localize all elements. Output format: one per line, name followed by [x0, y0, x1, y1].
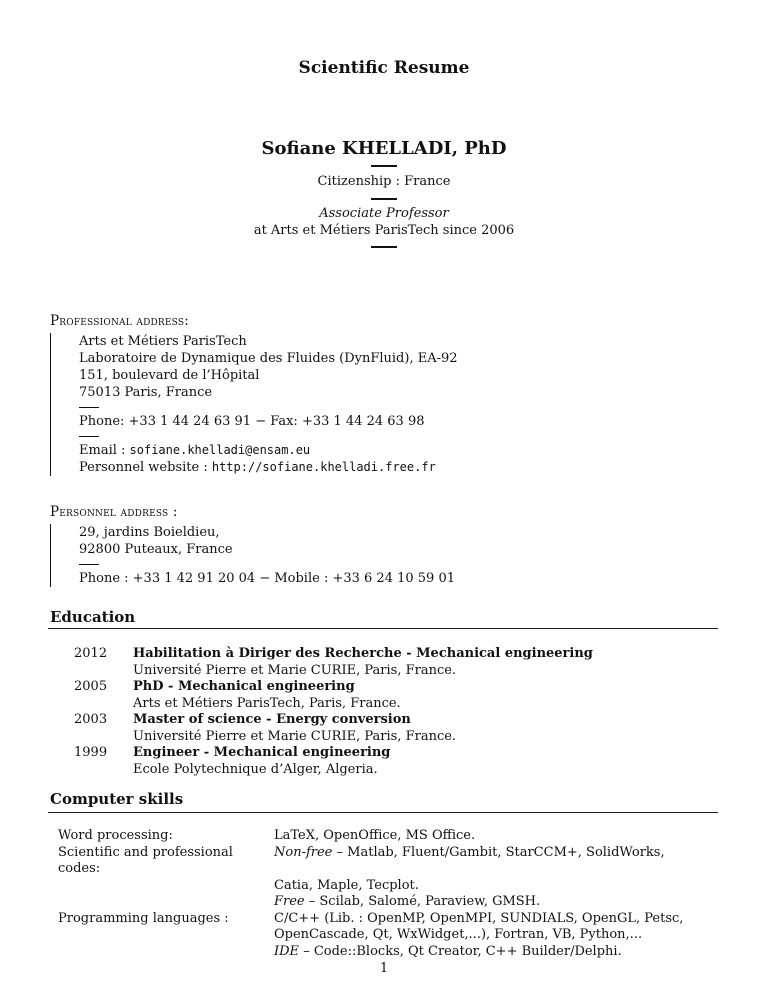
phone-mobile: Phone : +33 1 42 91 20 04 − Mobile : +33 6 24 10 59 01 [79, 571, 455, 586]
address-line: Arts et Métiers ParisTech [79, 334, 247, 349]
position-title: Associate Professor [319, 206, 449, 221]
skill-row [58, 828, 728, 845]
education-item [74, 712, 714, 745]
skill-value: Non-free – Matlab, Fluent/Gambit, StarCCM+, SolidWorks, [274, 844, 665, 860]
skill-row [58, 927, 728, 944]
address-line: 151, boulevard de l’Hôpital [79, 368, 260, 383]
professional-address-block [50, 333, 699, 476]
section-rule [48, 812, 718, 813]
website-link[interactable]: http://sofiane.khelladi.free.fr [211, 460, 436, 474]
address-line: 29, jardins Boieldieu, [79, 525, 220, 540]
email-link[interactable]: sofiane.khelladi@ensam.eu [129, 443, 311, 457]
computer-skills-heading: Computer skills [50, 790, 184, 808]
header-divider [0, 246, 768, 248]
person-name: Sofiane KHELLADI, PhD [261, 138, 507, 159]
header-divider [0, 165, 768, 167]
skill-label: Word processing: [58, 828, 173, 843]
education-list [74, 646, 714, 778]
skill-row [58, 878, 728, 895]
skill-value: Catia, Maple, Tecplot. [274, 877, 419, 893]
divider [79, 436, 99, 437]
position-institution: at Arts et Métiers ParisTech since 2006 [253, 223, 515, 238]
education-year: 1999 [74, 745, 108, 760]
education-item [74, 646, 714, 679]
education-degree: Master of science - Energy conversion [133, 712, 411, 727]
education-school: Université Pierre et Marie CURIE, Paris, France. [133, 728, 457, 744]
skill-value: C/C++ (Lib. : OpenMP, OpenMPI, SUNDIALS, OpenGL, Petsc, [274, 910, 684, 926]
skill-row [58, 845, 728, 878]
address-line: Laboratoire de Dynamique des Fluides (DynFluid), EA-92 [79, 351, 458, 366]
personal-address-block [50, 524, 699, 587]
document-title: Scientific Resume [298, 58, 470, 78]
personal-address-heading: Personnel address : [50, 504, 178, 520]
email-line: Email : sofiane.khelladi@ensam.eu [79, 443, 311, 458]
education-degree: Habilitation à Diriger des Recherche - Mechanical engineering [133, 646, 593, 661]
computer-skills-table [58, 828, 728, 960]
skill-value: LaTeX, OpenOffice, MS Office. [274, 828, 476, 843]
skill-label: Programming languages : [58, 910, 229, 926]
education-degree: Engineer - Mechanical engineering [133, 745, 391, 760]
education-item [74, 679, 714, 712]
education-year: 2005 [74, 679, 108, 694]
skill-value: IDE – Code::Blocks, Qt Creator, C++ Builder/Delphi. [274, 943, 622, 959]
skill-row [58, 944, 728, 961]
citizenship: Citizenship : France [317, 174, 451, 189]
address-line: 75013 Paris, France [79, 385, 213, 400]
education-school: Ecole Polytechnique d’Alger, Algeria. [133, 761, 378, 777]
phone-fax: Phone: +33 1 44 24 63 91 − Fax: +33 1 44 24 63 98 [79, 414, 425, 429]
education-year: 2003 [74, 712, 108, 727]
address-line: 92800 Puteaux, France [79, 542, 233, 557]
divider [79, 564, 99, 565]
education-degree: PhD - Mechanical engineering [133, 679, 355, 694]
professional-address-heading: Professional address: [50, 313, 189, 329]
education-item [74, 745, 714, 778]
skill-row [58, 894, 728, 911]
divider [79, 407, 99, 408]
website-line: Personnel website : http://sofiane.khelladi.free.fr [79, 460, 436, 475]
education-heading: Education [50, 608, 136, 626]
education-school: Université Pierre et Marie CURIE, Paris, France. [133, 662, 457, 678]
education-year: 2012 [74, 646, 108, 661]
skill-value: OpenCascade, Qt, WxWidget,...), Fortran, VB, Python,... [274, 927, 643, 942]
education-school: Arts et Métiers ParisTech, Paris, France. [133, 695, 401, 711]
section-rule [48, 628, 718, 629]
header-divider [0, 198, 768, 200]
skill-row [58, 911, 728, 928]
skill-label: Scientific and professional codes: [58, 844, 233, 876]
skill-value: Free – Scilab, Salomé, Paraview, GMSH. [274, 894, 541, 909]
page-number: 1 [379, 961, 389, 976]
